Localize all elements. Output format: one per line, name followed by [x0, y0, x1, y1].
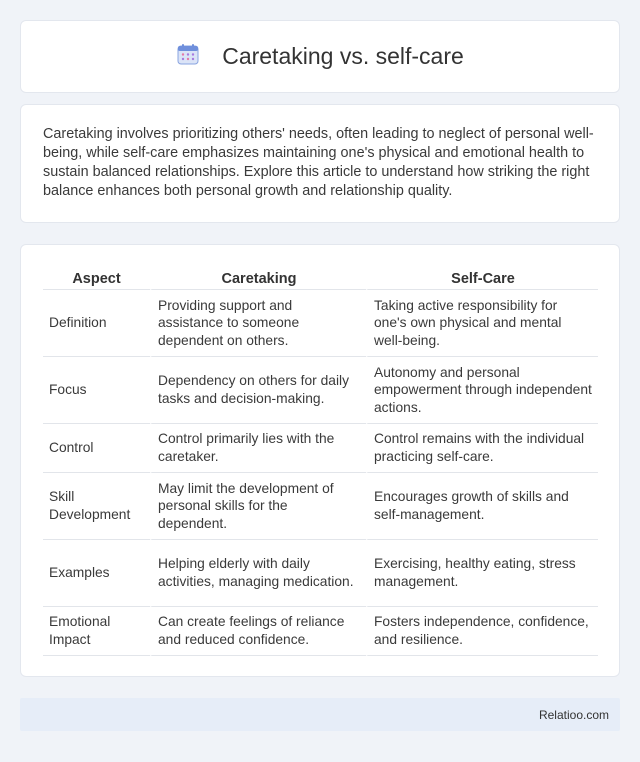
- caretaking-cell: Helping elderly with daily activities, managing medication.: [150, 540, 366, 607]
- table-row: [43, 424, 598, 473]
- header-self-care: Self-Care: [366, 263, 598, 290]
- self-care-cell: Exercising, healthy eating, stress management.: [366, 540, 598, 607]
- table-row: [43, 473, 598, 540]
- table-row: [43, 290, 598, 357]
- aspect-cell: Skill Development: [43, 473, 150, 540]
- aspect-cell: Control: [43, 424, 150, 473]
- table-row: [43, 540, 598, 607]
- header-caretaking: Caretaking: [150, 263, 366, 290]
- table-header-row: [43, 263, 598, 290]
- comparison-table: [43, 263, 598, 656]
- self-care-cell: Encourages growth of skills and self-management.: [366, 473, 598, 540]
- caretaking-cell: Dependency on others for daily tasks and decision-making.: [150, 357, 366, 424]
- aspect-cell: Definition: [43, 290, 150, 357]
- calendar-icon: [176, 42, 200, 71]
- table-row: [43, 357, 598, 424]
- aspect-cell: Focus: [43, 357, 150, 424]
- self-care-cell: Taking active responsibility for one's own physical and mental well-being.: [366, 290, 598, 357]
- self-care-cell: Autonomy and personal empowerment through independent actions.: [366, 357, 598, 424]
- header-card: [20, 20, 620, 93]
- intro-card: [20, 104, 620, 223]
- caretaking-cell: Control primarily lies with the caretaker.: [150, 424, 366, 473]
- caretaking-cell: Can create feelings of reliance and reduced confidence.: [150, 607, 366, 656]
- aspect-cell: Examples: [43, 540, 150, 607]
- caretaking-cell: Providing support and assistance to someone dependent on others.: [150, 290, 366, 357]
- page-title: Caretaking vs. self-care: [222, 43, 464, 69]
- table-row: [43, 607, 598, 656]
- header-aspect: Aspect: [43, 263, 150, 290]
- footer-brand: Relatioo.com: [538, 707, 609, 722]
- intro-text: Caretaking involves prioritizing others' needs, often leading to neglect of personal well-being, while self-care emphasizes maintaining one's physical and emotional health to sustain balanced relationships. Explore this article to understand how striking the right balance enhances both personal growth and relationship quality.: [43, 126, 594, 199]
- footer: [20, 698, 620, 731]
- self-care-cell: Fosters independence, confidence, and resilience.: [366, 607, 598, 656]
- aspect-cell: Emotional Impact: [43, 607, 150, 656]
- caretaking-cell: May limit the development of personal skills for the dependent.: [150, 473, 366, 540]
- self-care-cell: Control remains with the individual practicing self-care.: [366, 424, 598, 473]
- comparison-card: [20, 244, 620, 677]
